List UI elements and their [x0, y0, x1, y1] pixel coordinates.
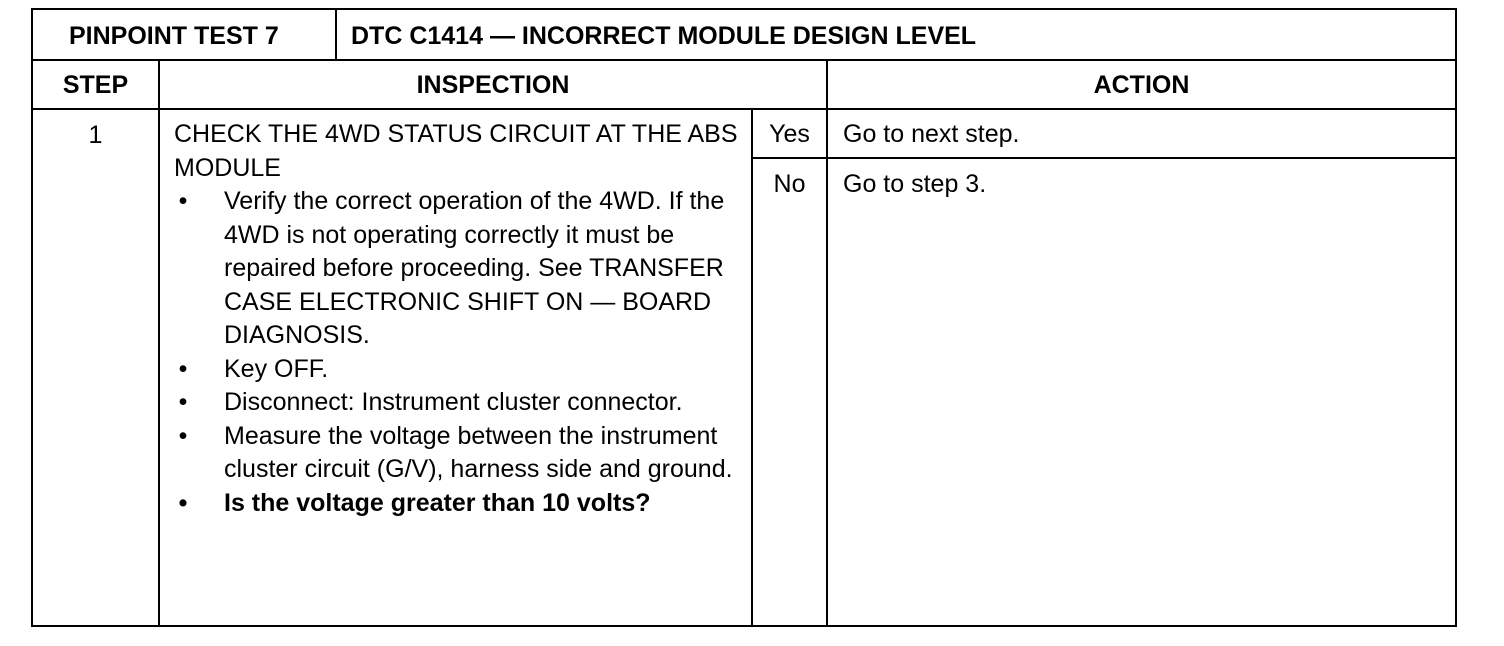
question-text: Is the voltage greater than 10 volts?: [224, 488, 651, 517]
inspection-question: [174, 487, 744, 521]
test-label: PINPOINT TEST 7: [69, 22, 279, 50]
inspection-column-header: INSPECTION: [416, 71, 570, 99]
inspection-bullet: [174, 185, 744, 353]
action-yes: Go to next step.: [843, 120, 1020, 148]
answer-column-divider-right: [826, 59, 828, 625]
title-row-divider: [33, 59, 1455, 61]
step-column-header: STEP: [62, 71, 129, 99]
answer-no: No: [773, 170, 806, 198]
bullet-text: Measure the voltage between the instrument cluster circuit (G/V), harness side and ground.: [224, 421, 733, 483]
bullet-marker: •: [178, 388, 188, 416]
pinpoint-test-table: [31, 8, 1457, 627]
bullet-marker: •: [178, 421, 188, 450]
inspection-title: CHECK THE 4WD STATUS CIRCUIT AT THE ABS MODULE: [174, 120, 738, 182]
inspection-bullet: [174, 386, 744, 420]
inspection-bullet: [174, 353, 744, 387]
test-title: DTC C1414 — INCORRECT MODULE DESIGN LEVEL: [351, 22, 977, 50]
step-column-divider: [158, 59, 160, 625]
title-split-divider: [335, 10, 337, 60]
answer-yes: Yes: [769, 120, 810, 148]
bullet-marker: •: [178, 187, 188, 215]
yes-no-divider: [751, 157, 1455, 159]
inspection-content: [174, 118, 744, 520]
bullet-marker: •: [178, 354, 188, 383]
header-row-divider: [33, 108, 1455, 110]
action-column-header: ACTION: [1093, 71, 1190, 99]
step-number: 1: [88, 121, 103, 149]
bullet-text: Key OFF.: [224, 354, 329, 383]
bullet-text: Disconnect: Instrument cluster connector.: [224, 388, 683, 416]
bullet-marker: •: [178, 488, 188, 517]
inspection-bullet: [174, 420, 744, 487]
action-no: Go to step 3.: [843, 170, 987, 198]
inspection-bullet-list: [174, 185, 744, 520]
bullet-text: Verify the correct operation of the 4WD. If the 4WD is not operating correctly it must be repaired before proceeding. See TRANSFER CASE ELECTRONIC SHIFT ON — BOARD DIAGNOSIS.: [224, 187, 725, 349]
